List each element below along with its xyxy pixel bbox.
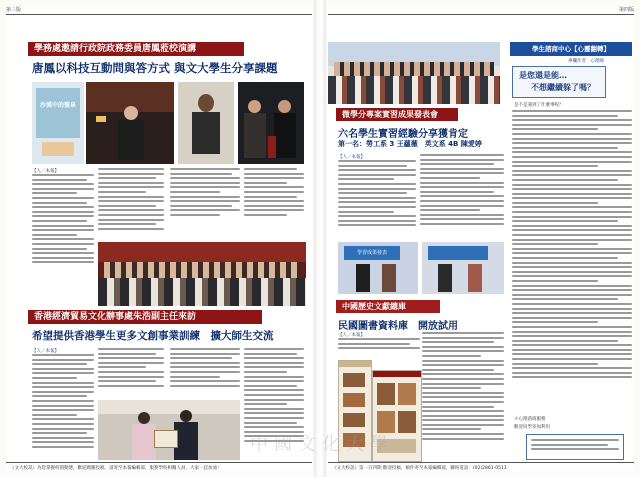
article1-text-col4	[244, 168, 304, 224]
article2-banner: 香港經濟貿易文化辦事處朱浩副主任來訪	[28, 310, 262, 324]
article1-headline: 唐鳳以科技互動問與答方式 與文大學生分享課題	[32, 61, 278, 75]
article1-subheadline: 第一名：勞工系 3 王蘊薇 英文系 4B 陳愛婷	[338, 140, 482, 148]
watermark: 中國文化大學	[250, 434, 394, 455]
presentation-board: 學習成果發表	[344, 246, 400, 260]
article2-text-col2	[422, 332, 504, 462]
bottom-rule	[328, 462, 634, 463]
article1-text-col2	[420, 154, 504, 238]
left-footer: 《文大校訊》為您掌握校園動態，歡迎踴躍投稿，請寄至本報編輯部，服務學校相關人員，大家一起加油！	[10, 466, 222, 471]
sidebar-note-line1: ＊心理諮商服務	[514, 417, 546, 422]
article1-banner: 學務處邀請行政院政務委員唐鳳蒞校演講	[28, 42, 244, 56]
pullquote-line2: 不想繼續躲了嗎？	[531, 83, 595, 92]
sidebar-title: 學生諮商中心【心靈翻轉】	[510, 42, 632, 56]
sidebar-text	[512, 110, 632, 410]
poster-text: 沙漠中的聖泉	[40, 102, 77, 109]
page-number: 第三版	[6, 7, 22, 13]
guest-visit-photo	[98, 400, 240, 460]
article1-byline: 【人／本報】	[338, 155, 365, 160]
sidebar-contact-box	[526, 434, 624, 460]
article2-text-col3	[170, 348, 240, 396]
page-number: 第四版	[618, 7, 634, 13]
article1-headline: 六名學生實習經驗分享獲肯定	[338, 129, 468, 140]
top-rule	[328, 14, 634, 15]
article1-text-col1	[32, 174, 94, 274]
article2-text-wide	[338, 338, 420, 358]
article2-text-col2	[98, 348, 164, 396]
article2-banner: 中國歷史文獻總庫	[336, 300, 440, 313]
speaker-and-host-photo	[238, 82, 304, 164]
left-page	[6, 6, 312, 471]
award-photo-left	[338, 242, 418, 294]
speaker-portrait-photo	[178, 82, 234, 164]
sidebar-question: 是不是遇到了什麼事呢？	[514, 103, 564, 108]
article1-text-col3	[170, 168, 240, 224]
article2-headline: 民國圖書資料庫 開放試用	[338, 321, 458, 332]
article1-banner: 微學分專案實習成果發表會	[336, 108, 458, 121]
article2-headline: 希望提供香港學生更多文創事業訓練 擴大師生交流	[32, 330, 274, 342]
gutter	[314, 0, 326, 477]
group-photo	[328, 42, 500, 104]
sidebar-note-line2: 歡迎同學多加利用	[514, 425, 550, 430]
bottom-rule	[6, 462, 312, 463]
right-page	[328, 6, 634, 471]
pullquote-line1: 是您還是能…	[519, 71, 567, 80]
article1-text-col2	[98, 168, 164, 240]
article2-text-col1	[32, 354, 94, 462]
article1-text-col1	[338, 160, 416, 238]
article2-byline: 【人／本報】	[338, 333, 365, 338]
top-rule	[6, 14, 312, 15]
sidebar-pullquote	[512, 66, 606, 98]
article2-byline: 【人／本報】	[32, 349, 59, 354]
speaker-stage-photo	[86, 82, 174, 164]
right-footer: 《文大校訊》第一百四期 歡迎投稿，稿件寄至本報編輯部，聯絡電話：(02)2861-0511	[332, 466, 507, 471]
audience-group-photo	[98, 242, 306, 306]
sidebar-author: 專欄作者：心理師	[568, 59, 604, 64]
award-photo-right	[422, 242, 504, 294]
book-poster-photo	[32, 82, 84, 164]
article1-byline: 【人／本報】	[32, 169, 59, 174]
